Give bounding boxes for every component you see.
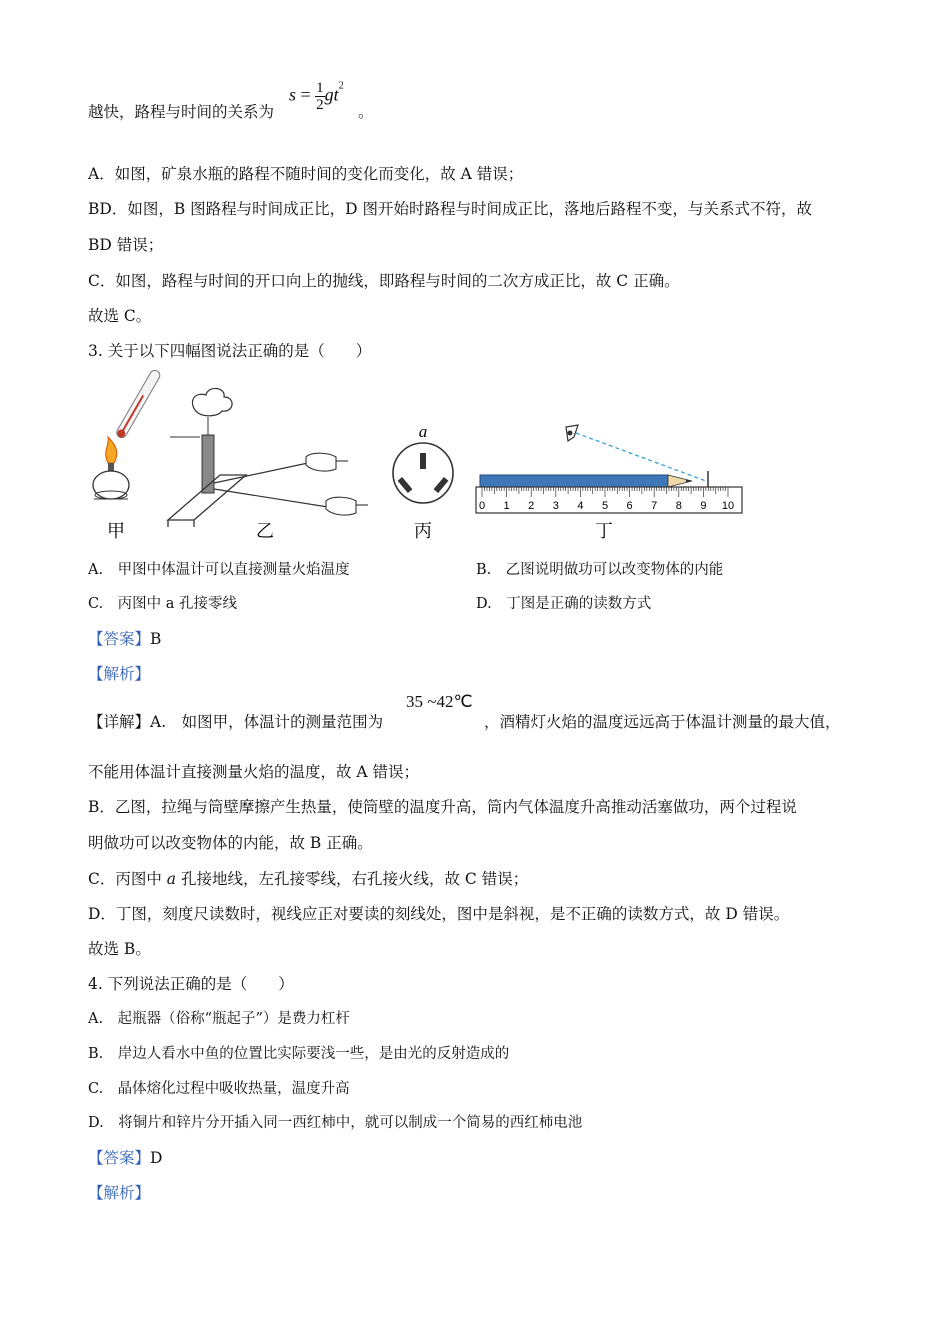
ruler-label: 0 xyxy=(478,500,486,512)
detail-c xyxy=(88,867,528,889)
choose-b: 故选 B。 xyxy=(88,940,151,958)
ruler-label: 5 xyxy=(601,500,609,512)
ruler-label: 4 xyxy=(577,500,584,512)
ruler-label: 3 xyxy=(552,500,559,512)
ruler-label: 8 xyxy=(675,500,682,512)
text-line xyxy=(88,100,274,122)
formula-lhs: s xyxy=(289,84,297,105)
choose-c: 故选 C。 xyxy=(88,307,152,325)
pencil-ruler-figure xyxy=(476,425,742,513)
formula-rhs: gt xyxy=(324,84,339,105)
socket-label-a: a xyxy=(418,422,428,441)
temperature-range: 35 ~42℃ xyxy=(406,692,473,711)
detail-b-cont: 明做功可以改变物体的内能，故 B 正确。 xyxy=(88,834,373,852)
formula-denominator: 2 xyxy=(316,97,324,113)
detail-label: 【详解】 xyxy=(88,713,151,731)
question-4: 4. 下列说法正确的是（ ） xyxy=(88,975,294,993)
caption-jia: 甲 xyxy=(107,521,125,542)
q4-answer xyxy=(88,1146,162,1168)
three-hole-socket-figure xyxy=(393,443,453,503)
ruler-label: 9 xyxy=(700,500,707,512)
q4-option-b: B. 岸边人看水中鱼的位置比实际要浅一些，是由光的反射造成的 xyxy=(88,1046,510,1062)
q3-option-a: A. 甲图中体温计可以直接测量火焰温度 xyxy=(88,562,350,578)
q3-option-d: D. 丁图是正确的读数方式 xyxy=(476,596,652,612)
caption-ding: 丁 xyxy=(595,521,613,542)
answer-value: B xyxy=(150,630,162,648)
detail-a-cont2: 不能用体温计直接测量火焰的温度，故 A 错误； xyxy=(88,763,420,781)
answer-label: 【答案】 xyxy=(88,1149,151,1167)
ruler-label: 10 xyxy=(721,500,735,512)
detail-a-text: A. 如图甲，体温计的测量范围为 xyxy=(150,713,384,731)
detail-c-post: 孔接地线，左孔接零线，右孔接火线，故 C 错误； xyxy=(176,870,529,888)
alcohol-lamp-thermometer-figure xyxy=(93,369,162,499)
q4-option-a: A. 起瓶器（俗称“瓶起子”）是费力杠杆 xyxy=(88,1011,350,1027)
question-3-figure xyxy=(80,365,760,545)
ruler-label: 7 xyxy=(651,500,658,512)
ruler-label: 2 xyxy=(528,500,535,512)
explain-bd: BD．如图，B 图路程与时间成正比，D 图开始时路程与时间成正比，落地后路程不变，与关系式不符，故 xyxy=(88,200,812,218)
detail-d: D．丁图，刻度尺读数时，视线应正对要读的刻线处，图中是斜视，是不正确的读数方式，故 D 错误。 xyxy=(88,905,790,923)
relation-text: 越快，路程与时间的关系为 xyxy=(88,103,275,121)
formula-fraction xyxy=(315,80,325,113)
friction-tube-figure xyxy=(168,388,368,527)
question-3: 3. 关于以下四幅图说法正确的是（ ） xyxy=(88,342,372,360)
detail-c-pre: C．丙图中 xyxy=(88,870,167,888)
q3-answer xyxy=(88,627,161,649)
q4-option-c: C. 晶体熔化过程中吸收热量，温度升高 xyxy=(88,1081,350,1097)
answer-label: 【答案】 xyxy=(88,630,151,648)
formula-equals: = xyxy=(300,84,311,105)
detail-b: B．乙图，拉绳与筒壁摩擦产生热量，使筒壁的温度升高，筒内气体温度升高推动活塞做功，两个过程说 xyxy=(88,798,797,816)
ruler-label: 6 xyxy=(626,500,633,512)
formula-numerator: 1 xyxy=(316,80,324,96)
ruler-label: 1 xyxy=(503,500,510,512)
explain-a: A．如图，矿泉水瓶的路程不随时间的变化而变化，故 A 错误； xyxy=(88,165,524,183)
detail-a-cont: ，酒精灯火焰的温度远远高于体温计测量的最大值， xyxy=(484,713,841,731)
formula-s-half-gt2 xyxy=(289,80,344,113)
q3-analysis-label: 【解析】 xyxy=(88,665,151,683)
q3-option-b: B. 乙图说明做功可以改变物体的内能 xyxy=(476,562,724,578)
caption-bing: 丙 xyxy=(414,521,432,542)
caption-yi: 乙 xyxy=(256,521,274,542)
q4-analysis-label: 【解析】 xyxy=(88,1184,151,1202)
explain-bd-cont: BD 错误； xyxy=(88,236,164,254)
q4-option-d: D. 将铜片和锌片分开插入同一西红柿中，就可以制成一个简易的西红柿电池 xyxy=(88,1115,583,1131)
detail-c-a: a xyxy=(166,870,177,888)
q3-option-c: C. 丙图中 a 孔接零线 xyxy=(88,596,238,612)
answer-value: D xyxy=(150,1149,163,1167)
explain-c: C．如图，路程与时间的开口向上的抛线，即路程与时间的二次方成正比，故 C 正确。 xyxy=(88,272,680,290)
formula-exponent: 2 xyxy=(338,80,344,92)
q3-detail-a xyxy=(88,710,383,732)
period: 。 xyxy=(358,103,374,121)
